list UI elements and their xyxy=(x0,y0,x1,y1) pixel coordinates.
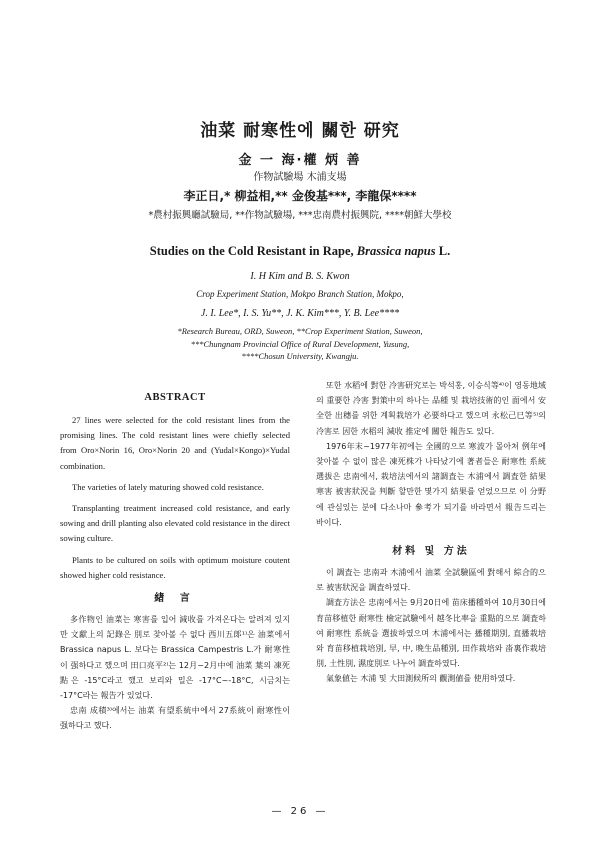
english-affiliation-line-2: ***Chungnam Provincial Office of Rural Development, Yusung, xyxy=(190,338,410,349)
korean-affiliation-primary: 作物試驗場 木浦支場 xyxy=(253,172,347,183)
abstract-paragraph: Plants to be cultured on soils with optimum moisture coutent showed higher cold resistance. xyxy=(60,554,290,580)
abstract-paragraph: The varieties of lately maturing showed cold resistance. xyxy=(72,481,264,492)
abstract-paragraph: 27 lines were selected for the cold resistant lines from the promising lines. The cold resistant lines were chiefly selected from Oro×Norin 16, Oro×Norin 20 and (Yudal×Kongo)×Yudal combination. xyxy=(60,415,290,471)
korean-title: 油菜 耐寒性에 關한 研究 xyxy=(200,121,400,141)
korean-authors-secondary: 李正日,* 柳益相,** 金俊基***, 李龍保**** xyxy=(183,189,417,203)
introduction-heading: 緖 言 xyxy=(154,593,196,605)
english-title-species: Brassica napus xyxy=(356,244,436,258)
methods-heading: 材料 및 方法 xyxy=(392,546,470,558)
english-affiliation-line-1: *Research Bureau, ORD, Suweon, **Crop Experiment Station, Suweon, xyxy=(177,326,423,336)
introduction-paragraph-continued: 1976年末~1977年初에는 全國的으로 寒波가 몰아쳐 例年에 찾아볼 수 없이 많은 凍死株가 나타났기에 著者들은 耐寒性 系統選拔은 忠南에서, 栽培法에서의 諸調査는 木浦에서 調査한 結果 寒害 被害狀況을 判斷 할만한 몇가지 結果를 얻었으므로 이 分野에 관심있는 분에 다소나마 參考가 되기를 바라면서 報告드리는 바이다. xyxy=(316,441,546,527)
english-affiliation-line-3: ****Chosun University, Kwangju. xyxy=(241,351,359,361)
abstract-heading: ABSTRACT xyxy=(144,392,206,403)
english-authors-primary: I. H Kim and B. S. Kwon xyxy=(250,271,350,282)
methods-paragraph: 調査方法은 忠南에서는 9月20日에 苗床播種하여 10月30日에 育苗移植한 耐寒性 檢定試驗에서 越冬比率을 重點的으로 調査하여 耐寒性 系統을 選拔하였으며 木浦에서는 播種期別, 直播栽培와 育苗移植栽培別, 早, 中, 晩生品種別, 田作栽培와 畓裏作栽培別, 土性別, 濕度別로 나누어 調査하였다. xyxy=(316,598,546,669)
introduction-paragraph: 忠南 成積³⁾에서는 油菜 有望系統中에서 27系統이 耐寒性이 强하다고 했다. xyxy=(60,706,290,731)
english-title xyxy=(0,244,600,259)
introduction-paragraph: 多作物인 油菜는 寒害를 입어 減收를 가져온다는 알려져 있지만 文獻上의 記錄은 別로 찾아볼 수 없다 西川五郞¹⁾은 油菜에서 Brassica napus L. 보다는 Brassica Campestris L.가 耐寒性이 强하다고 했으며 田口亮平²⁾는 12月~2月中에 油菜 葉의 凍死點은 -15°C라고 했고 보리와 밀은 -17°C~-18°C, 시금치는 -17°C라는 報告가 있었다. xyxy=(60,615,290,701)
english-affiliation-secondary xyxy=(0,325,600,363)
methods-paragraph: 이 調査는 忠南과 木浦에서 油菜 全試驗區에 對해서 綜合的으로 被害狀況을 調査하였다. xyxy=(316,568,546,593)
english-title-main: Studies on the Cold Resistant in Rape, xyxy=(149,244,357,258)
left-column xyxy=(60,378,290,734)
page-number: — 26 — xyxy=(271,806,329,817)
english-title-end: L. xyxy=(435,244,451,258)
abstract-paragraph: Transplanting treatment increased cold resistance, and early sowing and drill planting also elevated cold resistance in the direct sowing culture. xyxy=(60,503,290,544)
right-column xyxy=(316,378,546,687)
korean-affiliation-secondary: *農村振興廳試驗局, **作物試驗場, ***忠南農村振興院, ****朝鮮大學校 xyxy=(148,210,452,221)
korean-authors-primary: 金 一 海·權 炳 善 xyxy=(238,153,362,168)
english-authors-secondary: J. I. Lee*, I. S. Yu**, J. K. Kim***, Y. B. Lee**** xyxy=(200,308,400,319)
english-affiliation-primary: Crop Experiment Station, Mokpo Branch Station, Mokpo, xyxy=(196,289,404,299)
methods-paragraph: 氣象値는 木浦 및 大田測候所의 觀測値를 使用하였다. xyxy=(326,674,516,684)
introduction-paragraph-continued: 또한 水稻에 對한 冷害研究로는 박석홍, 이승식等⁴⁾이 영동地域의 重要한 冷害 對策中의 하나는 品種 및 栽培技術的인 面에서 安全한 出穗를 위한 계획栽培가 必要하다고 했으며 永松己巳等⁵⁾의 冷害로 因한 水稻의 減收 推定에 關한 報告도 있다. xyxy=(316,381,546,436)
